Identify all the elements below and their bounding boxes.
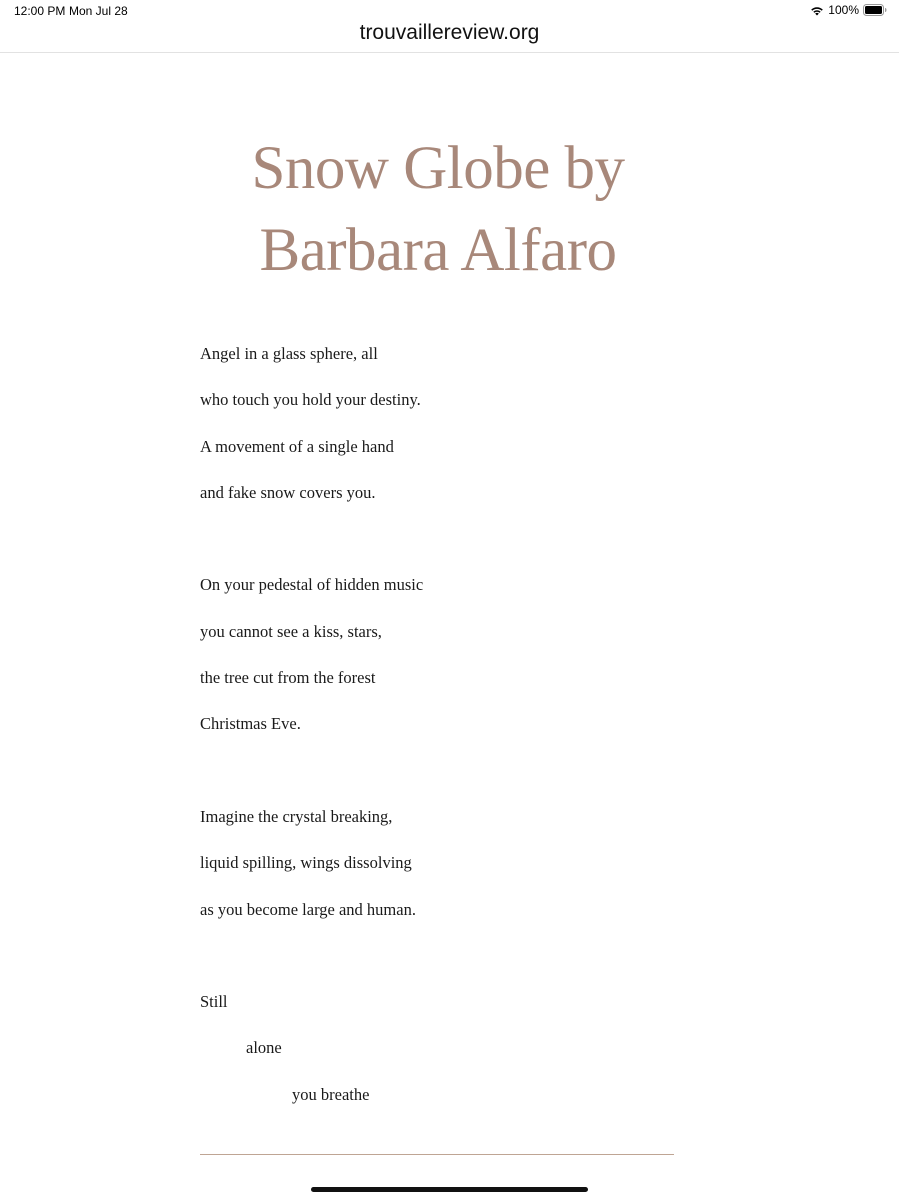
poem-line: the tree cut from the forest xyxy=(200,668,376,687)
poem-line: as you become large and human. xyxy=(200,900,416,919)
status-date: Mon Jul 28 xyxy=(69,4,128,18)
address-bar[interactable] xyxy=(0,18,899,53)
poem-line: Angel in a glass sphere, all xyxy=(200,344,378,363)
poem-line: Imagine the crystal breaking, xyxy=(200,807,393,826)
poem-line: Still xyxy=(200,992,228,1011)
wifi-icon xyxy=(810,5,824,16)
poem-line: you cannot see a kiss, stars, xyxy=(200,622,382,641)
url-text[interactable]: trouvaillereview.org xyxy=(359,21,540,44)
status-time: 12:00 PM xyxy=(14,4,66,18)
poem-line: who touch you hold your destiny. xyxy=(200,390,421,409)
title-line-1: Snow Globe by xyxy=(251,135,625,202)
poem-line: you breathe xyxy=(292,1085,370,1104)
battery-percentage: 100% xyxy=(828,3,859,17)
divider xyxy=(200,1154,674,1155)
article-title xyxy=(150,128,726,292)
home-indicator[interactable] xyxy=(311,1187,588,1192)
poem-line: liquid spilling, wings dissolving xyxy=(200,853,412,872)
poem-line: alone xyxy=(246,1038,282,1057)
battery-icon xyxy=(863,4,887,16)
poem-line: Christmas Eve. xyxy=(200,714,301,733)
poem-line: A movement of a single hand xyxy=(200,437,394,456)
poem-line: and fake snow covers you. xyxy=(200,483,376,502)
title-line-2: Barbara Alfaro xyxy=(259,217,617,284)
status-indicators xyxy=(810,3,887,17)
poem-line: On your pedestal of hidden music xyxy=(200,575,424,594)
